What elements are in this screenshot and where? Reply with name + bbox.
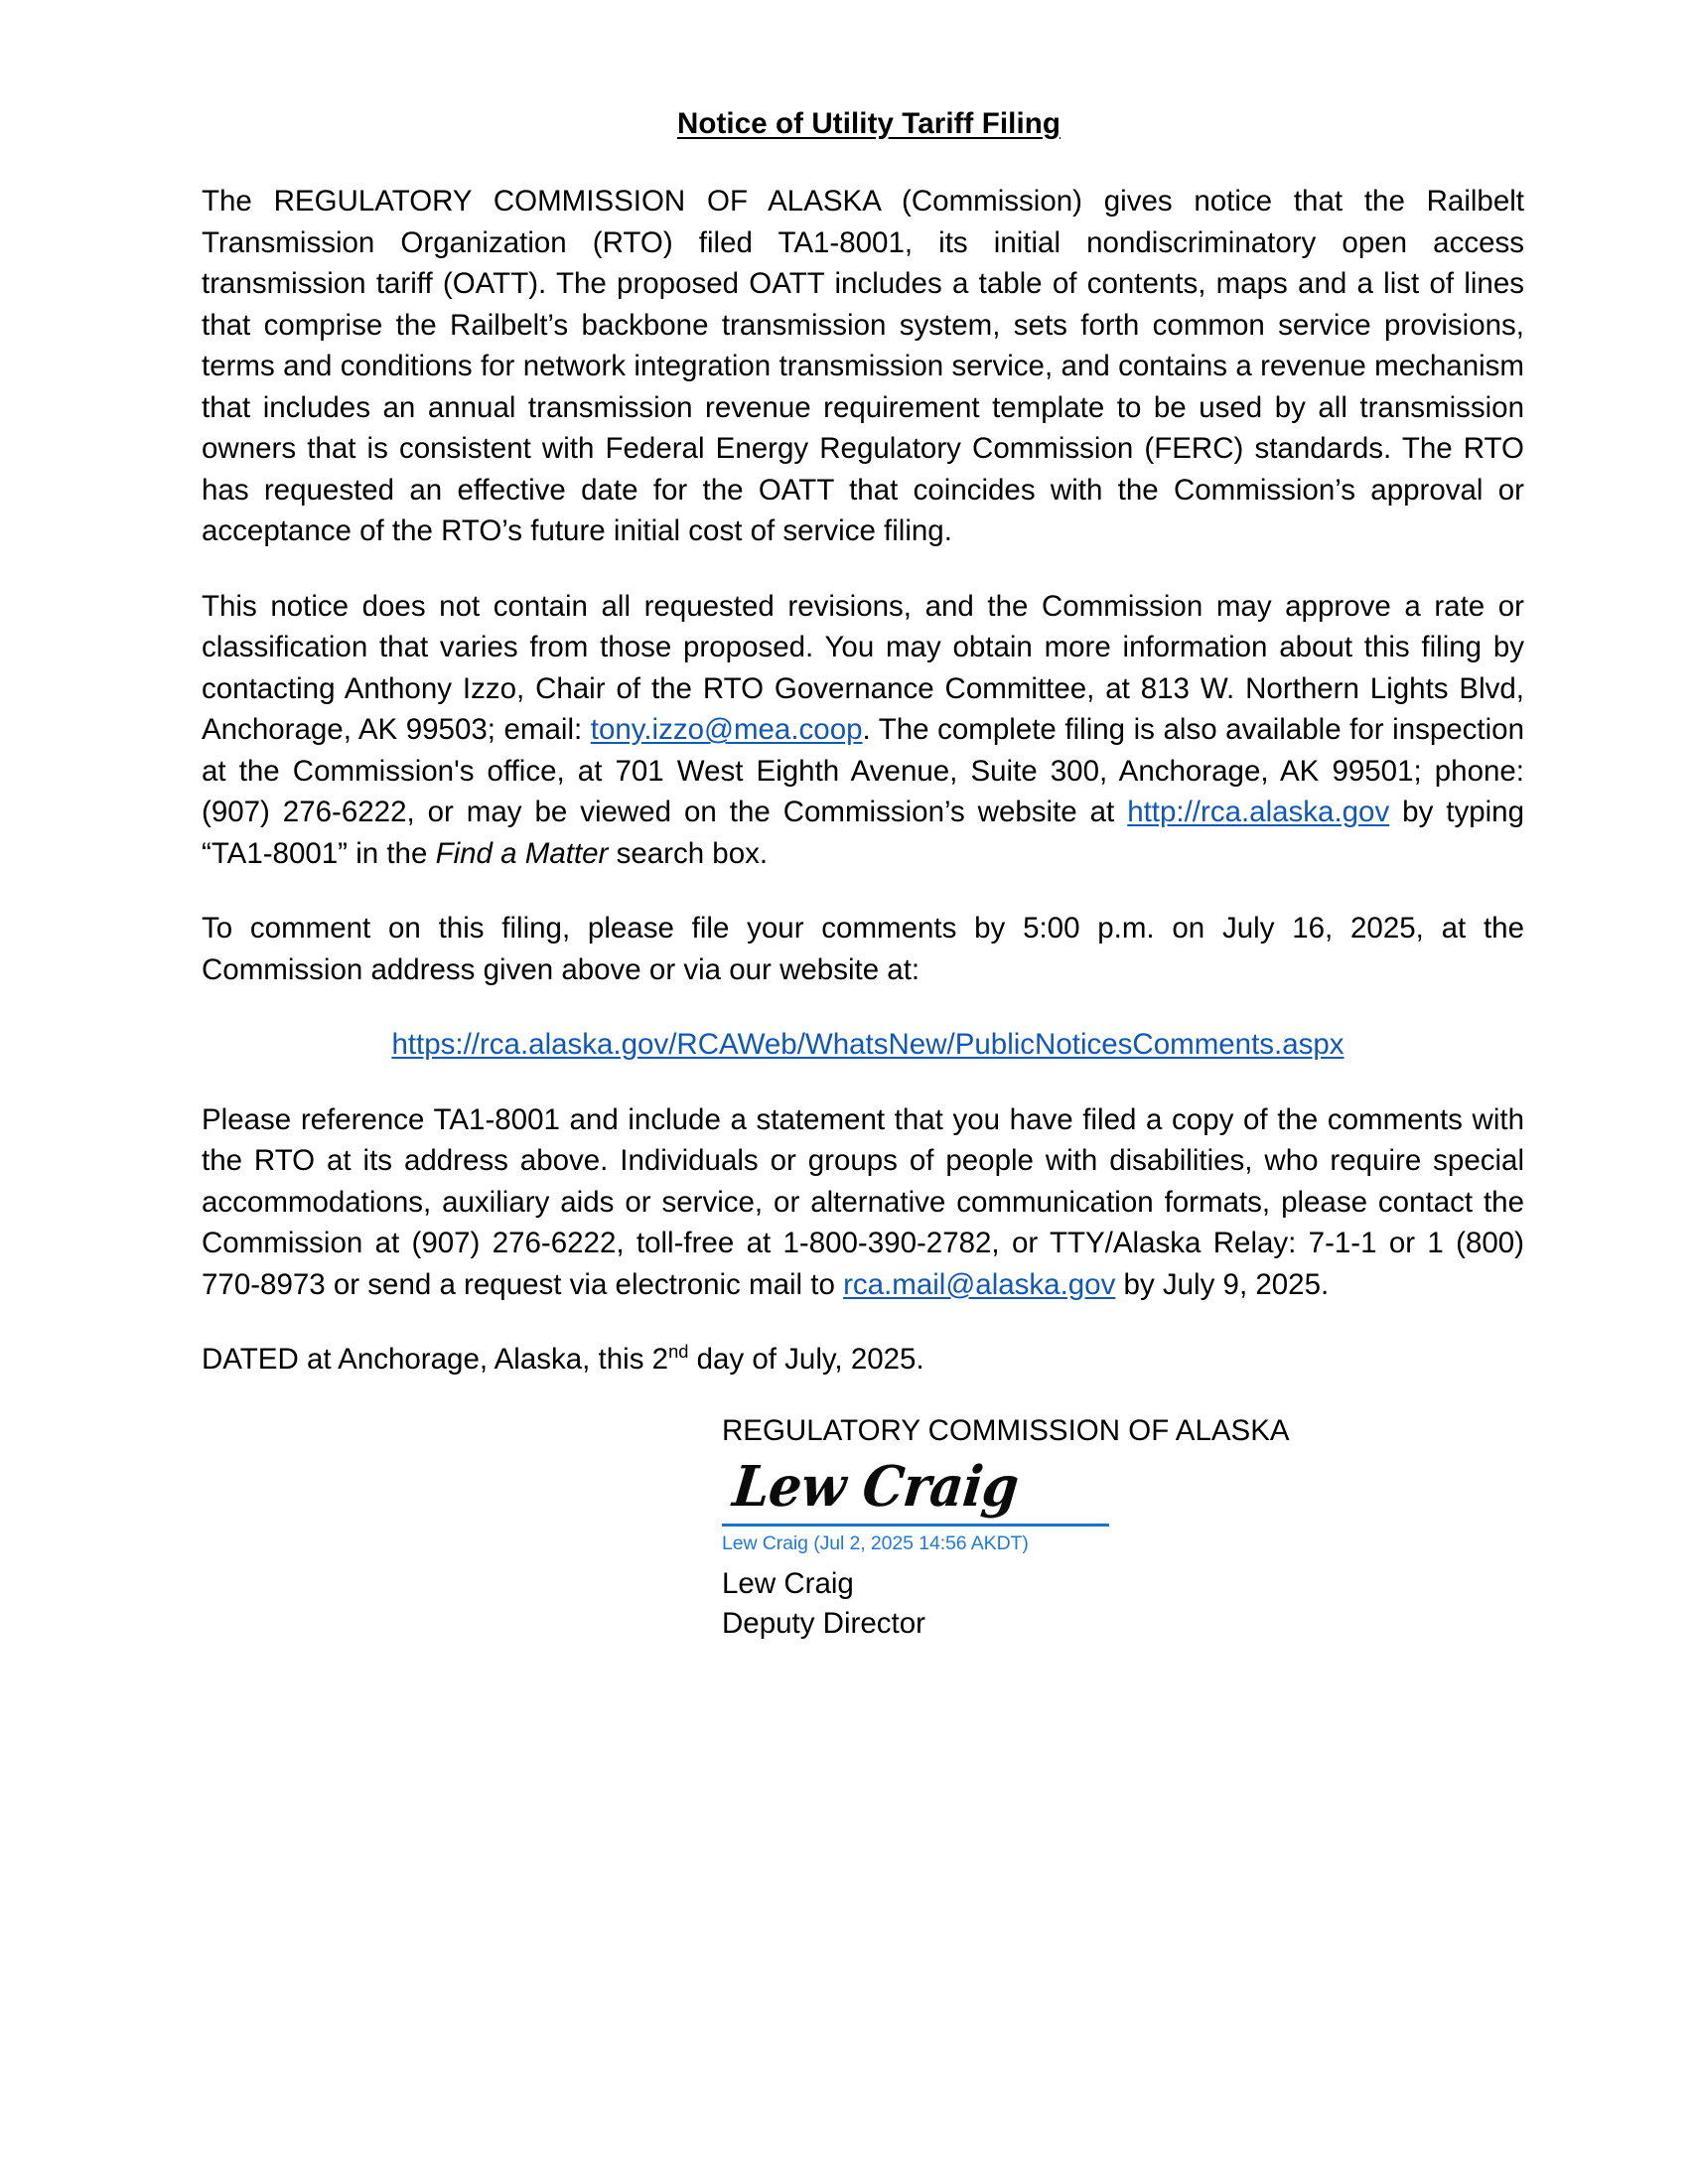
rca-mail-email-link[interactable]: rca.mail@alaska.gov [843,1267,1116,1301]
dated-line [202,1339,1524,1381]
dated-ordinal-suffix: nd [668,1341,689,1363]
paragraph-filing-description: The REGULATORY COMMISSION OF ALASKA (Commission) gives notice that the Railbelt Transmission Organization (RTO) filed TA1-8001, its initial nondiscriminatory open access transmission tariff (OATT). The proposed OATT includes a table of contents, maps and a list of lines that comprise the Railbelt’s backbone transmission system, sets forth common service provisions, terms and conditions for network integration transmission service, and contains a revenue mechanism that includes an annual transmission revenue requirement template to be used by all transmission owners that is consistent with Federal Energy Regulatory Commission (FERC) standards. The RTO has requested an effective date for the OATT that coincides with the Commission’s approval or acceptance of the RTO’s future initial cost of service filing. [202,185,1524,547]
electronic-signature-stamp: Lew Craig (Jul 2, 2025 14:56 AKDT) [722,1532,1029,1554]
contact-text-part-2: . The complete filing is also available for inspection at the Commission's office, at 701 West Eighth Avenue, Suite 300, Anchorage, AK 99501; phone: (907) 276-6222, or may be viewed on the Commission’s website at [202,713,1524,828]
contact-text-part-4: search box. [608,836,769,870]
find-a-matter-label: Find a Matter [435,836,609,870]
paragraph-contact-information [202,586,1524,875]
dated-text-prefix: DATED at Anchorage, Alaska, this 2 [202,1343,669,1376]
handwritten-signature: Lew Craig [730,1454,1022,1520]
signatory-name: Lew Craig [722,1567,854,1600]
accessibility-text-part-2: by July 9, 2025. [1115,1267,1330,1301]
paragraph-comment-deadline: To comment on this filing, please file your comments by 5:00 p.m. on July 16, 2025, at the Commission address given above or via our website at: [202,912,1524,986]
comments-url-line [202,1024,1524,1066]
public-notices-comments-link[interactable]: https://rca.alaska.gov/RCAWeb/WhatsNew/PublicNoticesComments.aspx [391,1028,1344,1061]
contact-email-link[interactable]: tony.izzo@mea.coop [590,713,863,746]
signature-rule [722,1524,1109,1527]
commission-website-link[interactable]: http://rca.alaska.gov [1127,796,1390,828]
contact-text-part-3: by typing “TA1-8001” in the [202,796,1524,870]
paragraph-accessibility-notice [202,1099,1524,1306]
page-title-text: Notice of Utility Tariff Filing [676,107,1061,140]
signatory-title: Deputy Director [722,1607,925,1640]
accessibility-text-part-1: Please reference TA1-8001 and include a statement that you have filed a copy of the comments with the RTO at its address above. Individuals or groups of people with disabilities, who require special accommodations, auxiliary aids or service, or alternative communication formats, please contact the Commission at (907) 276-6222, toll-free at 1-800-390-2782, or TTY/Alaska Relay: 7-1-1 or 1 (800) 770-8973 or send a request via electronic mail to [202,1102,1524,1301]
contact-text-part-1: This notice does not contain all requested revisions, and the Commission may approve a rate or classification that varies from those proposed. You may obtain more information about this filing by contacting Anthony Izzo, Chair of the RTO Governance Committee, at 813 W. Northern Lights Blvd, Anchorage, AK 99503; email: [202,589,1524,746]
signature-area [722,1454,1129,1529]
page-title [202,107,1524,141]
signature-agency-name: REGULATORY COMMISSION OF ALASKA [722,1413,1290,1447]
signature-block [722,1410,1524,1645]
dated-text-suffix: day of July, 2025. [688,1343,924,1376]
